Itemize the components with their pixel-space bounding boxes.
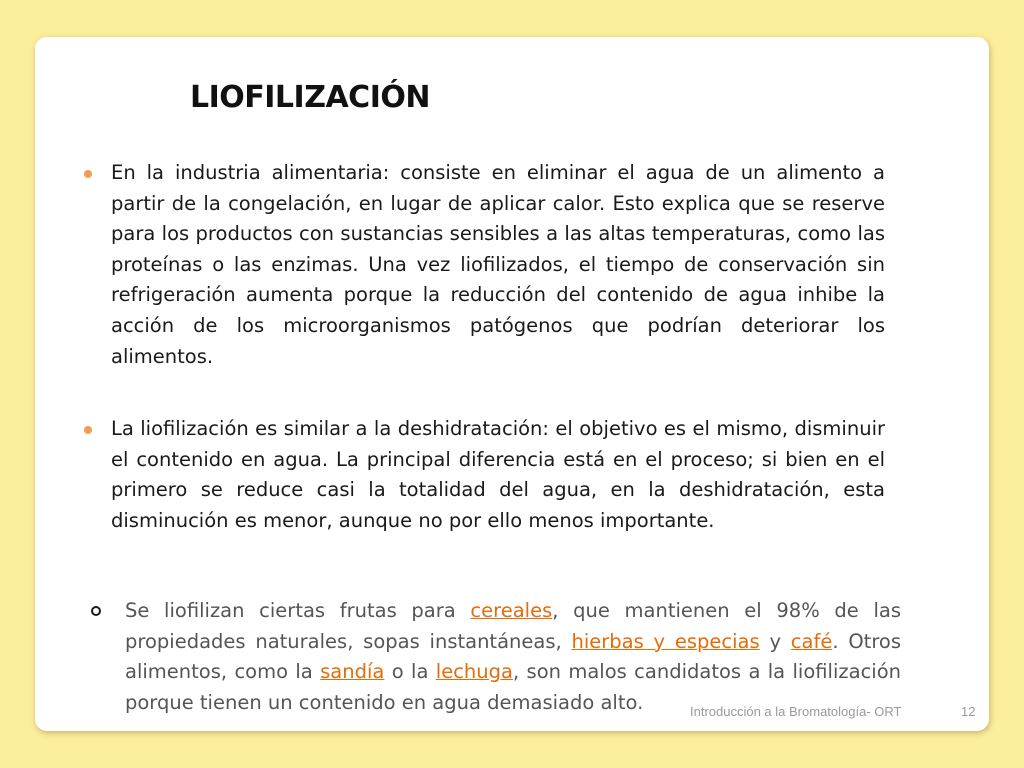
paragraph-3-text: Se liofilizan ciertas frutas para <box>125 599 471 622</box>
paragraph-2: La liofilización es similar a la deshidratación: el objetivo es el mismo, disminuir el contenido en agua. La principal diferencia está en el proceso; si bien en el primero se reduce casi la totalidad del agua, en la deshidratación, esta disminución es menor, aunque no por ello menos importante. <box>111 417 885 532</box>
link-hierbas-especias[interactable]: hierbas y especias <box>571 629 760 653</box>
link-cereales[interactable]: cereales <box>470 599 553 622</box>
paragraph-3-text: y <box>759 629 791 653</box>
paragraph-3-text: o la <box>384 660 436 684</box>
link-cafe[interactable]: café <box>790 629 833 653</box>
paragraph-3-text: , que mantienen el 98% de las propiedades naturales, sopas instantáneas, <box>125 599 901 653</box>
bullet-icon <box>84 170 92 178</box>
paragraph-3 <box>125 596 901 718</box>
paragraph-1: En la industria alimentaria: consiste en eliminar el agua de un alimento a partir de la congelación, en lugar de aplicar calor. Esto explica que se reserve para los productos con sustancias sensibles a las altas temperaturas, como las proteínas o las enzimas. Una vez liofilizados, el tiempo de conservación sin refrigeración aumenta porque la reducción del contenido de agua inhibe la acción de los microorganismos patógenos que podrían deteriorar los alimentos. <box>111 161 885 368</box>
paragraph-3-text: , son malos candidatos a la liofilización porque tienen un contenido en agua demasiado alto. <box>125 660 901 714</box>
slide-footer: Introducción a la Bromatología- ORT <box>690 704 902 719</box>
link-lechuga[interactable]: lechuga <box>435 660 513 684</box>
page-number: 12 <box>961 704 976 719</box>
link-sandia[interactable]: sandía <box>320 660 385 684</box>
ring-bullet-icon <box>91 606 101 616</box>
paragraph-3-text: . Otros alimentos, como la <box>125 629 902 684</box>
slide-title: LIOFILIZACIÓN <box>190 80 430 115</box>
bullet-icon <box>84 426 92 434</box>
